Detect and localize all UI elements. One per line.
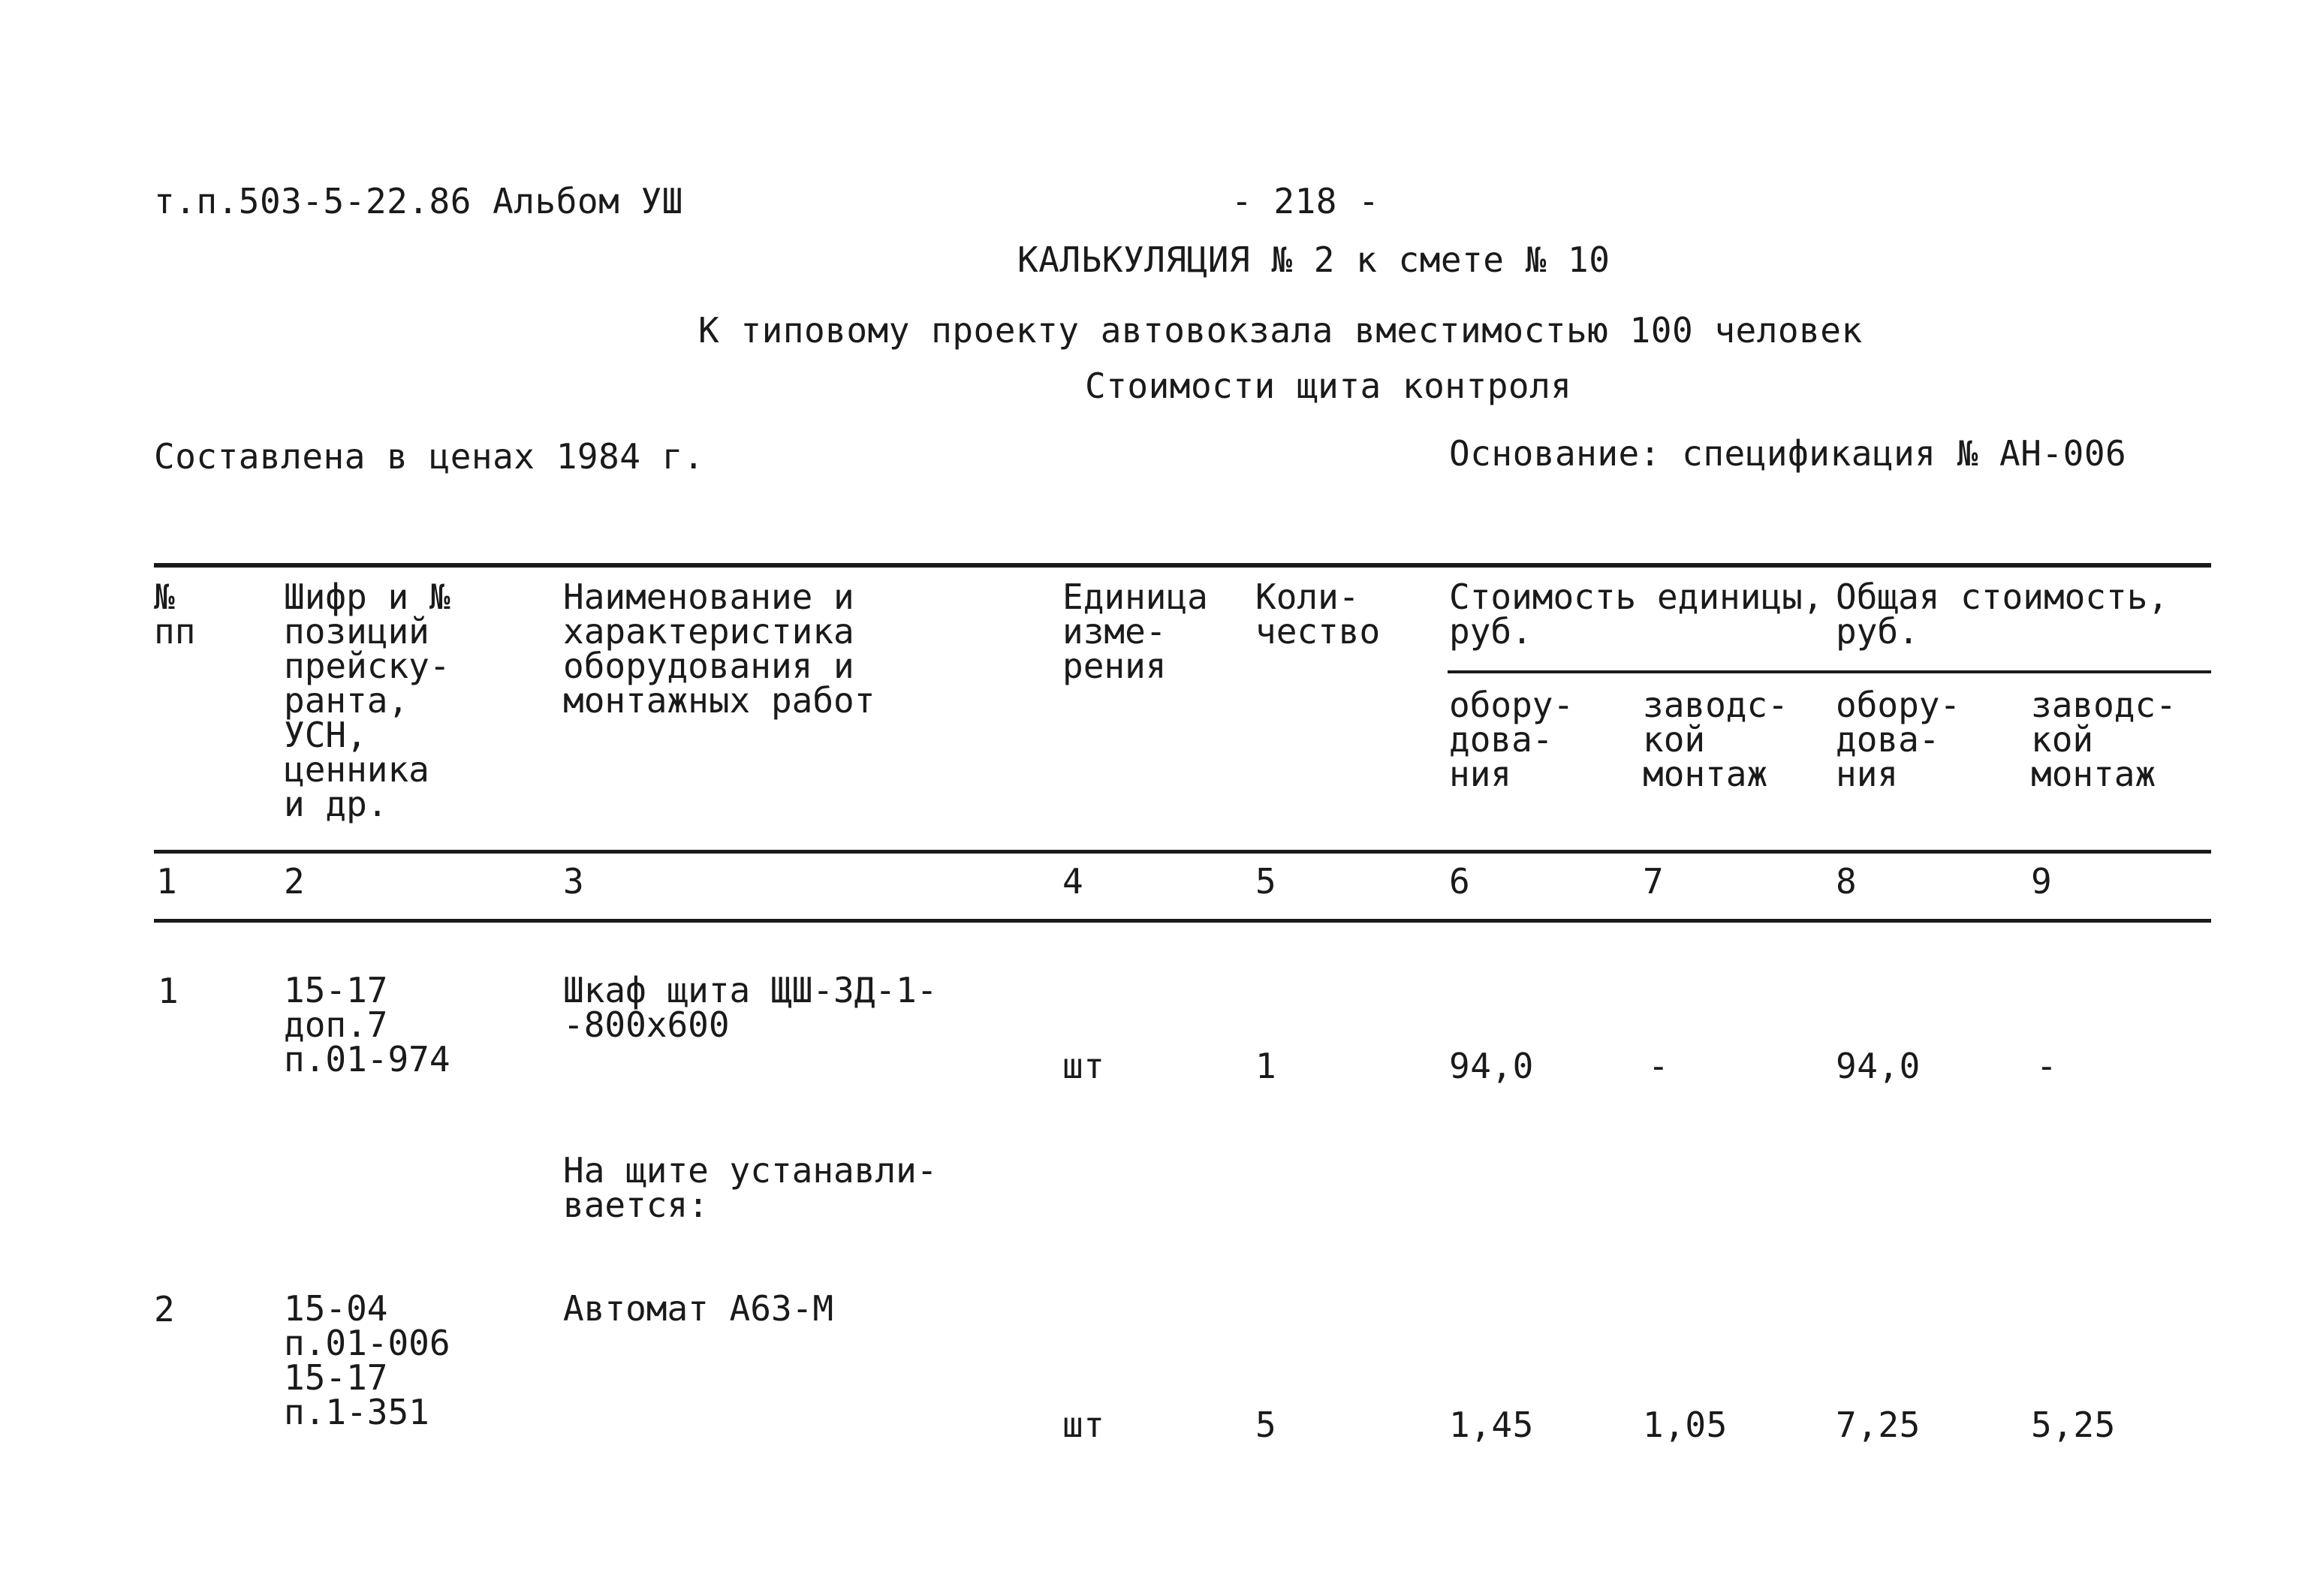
header-code: Шифр и № позиций прейску- ранта, УСН, ценника и др. (284, 577, 450, 824)
header-unit: Единица изме- рения (1062, 577, 1208, 686)
header-num: № пп (154, 577, 196, 652)
row-1-code: 15-17 доп.7 п.01-974 (284, 970, 450, 1080)
header-total-equipment: обору- дова- ния (1836, 685, 1961, 794)
row-2-name: Автомат А63-М (563, 1288, 834, 1329)
row-2-unit-mounting: 1,05 (1643, 1405, 1728, 1445)
column-number: 1 (156, 861, 178, 902)
header-total-mounting: заводс- кой монтаж (2031, 685, 2177, 794)
table-top-rule (154, 563, 2211, 568)
header-quantity: Коли- чество (1255, 577, 1381, 652)
row-2-num: 2 (154, 1289, 176, 1329)
row-2-total-mounting: 5,25 (2031, 1405, 2116, 1445)
column-number: 8 (1836, 861, 1858, 902)
row-1-total-mounting: - (2036, 1046, 2058, 1086)
header-unit-mounting: заводс- кой монтаж (1643, 685, 1788, 794)
column-number: 5 (1255, 861, 1277, 902)
calculation-title: КАЛЬКУЛЯЦИЯ № 2 к смете № 10 (1017, 239, 1610, 280)
row-1-name: Шкаф щита ЩШ-ЗД-1- -800x600 (563, 970, 938, 1045)
row-2-unit-equipment: 1,45 (1449, 1405, 1534, 1445)
header-bottom-rule (154, 850, 2211, 854)
header-unit-cost: Стоимость единицы, руб. (1449, 577, 1824, 652)
column-number: 2 (284, 861, 306, 902)
row-2-code: 15-04 п.01-006 15-17 п.1-351 (284, 1288, 450, 1432)
column-number: 4 (1062, 861, 1084, 902)
row-1-quantity: 1 (1255, 1046, 1277, 1086)
basis-reference: Основание: спецификация № АН-006 (1449, 433, 2127, 474)
header-name: Наименование и характеристика оборудования и монтажных работ (563, 577, 875, 721)
page-number: - 218 - (1231, 181, 1380, 221)
column-number: 3 (563, 861, 585, 902)
row-1-total-equipment: 94,0 (1836, 1046, 1921, 1086)
installation-note: На щите устанавли- вается: (563, 1150, 938, 1225)
prices-year: Составлена в ценах 1984 г. (154, 436, 705, 477)
header-total-cost: Общая стоимость, руб. (1836, 577, 2169, 652)
row-1-unit: шт (1062, 1046, 1105, 1086)
column-number: 6 (1449, 861, 1471, 902)
subject-line: Стоимости щита контроля (1085, 366, 1572, 406)
header-unit-equipment: обору- дова- ния (1449, 685, 1574, 794)
row-1-num: 1 (158, 971, 179, 1011)
row-2-quantity: 5 (1255, 1405, 1277, 1445)
cost-subheader-rule (1448, 670, 2211, 673)
row-2-unit: шт (1062, 1405, 1105, 1445)
row-1-unit-mounting: - (1648, 1046, 1670, 1086)
row-1-unit-equipment: 94,0 (1449, 1046, 1534, 1086)
column-numbers-rule (154, 919, 2211, 923)
row-2-total-equipment: 7,25 (1836, 1405, 1921, 1445)
column-number: 7 (1643, 861, 1665, 902)
project-line: К типовому проекту автовокзала вместимостью 100 человек (698, 310, 1863, 351)
album-reference: т.п.503-5-22.86 Альбом УШ (154, 181, 683, 221)
column-number: 9 (2031, 861, 2053, 902)
